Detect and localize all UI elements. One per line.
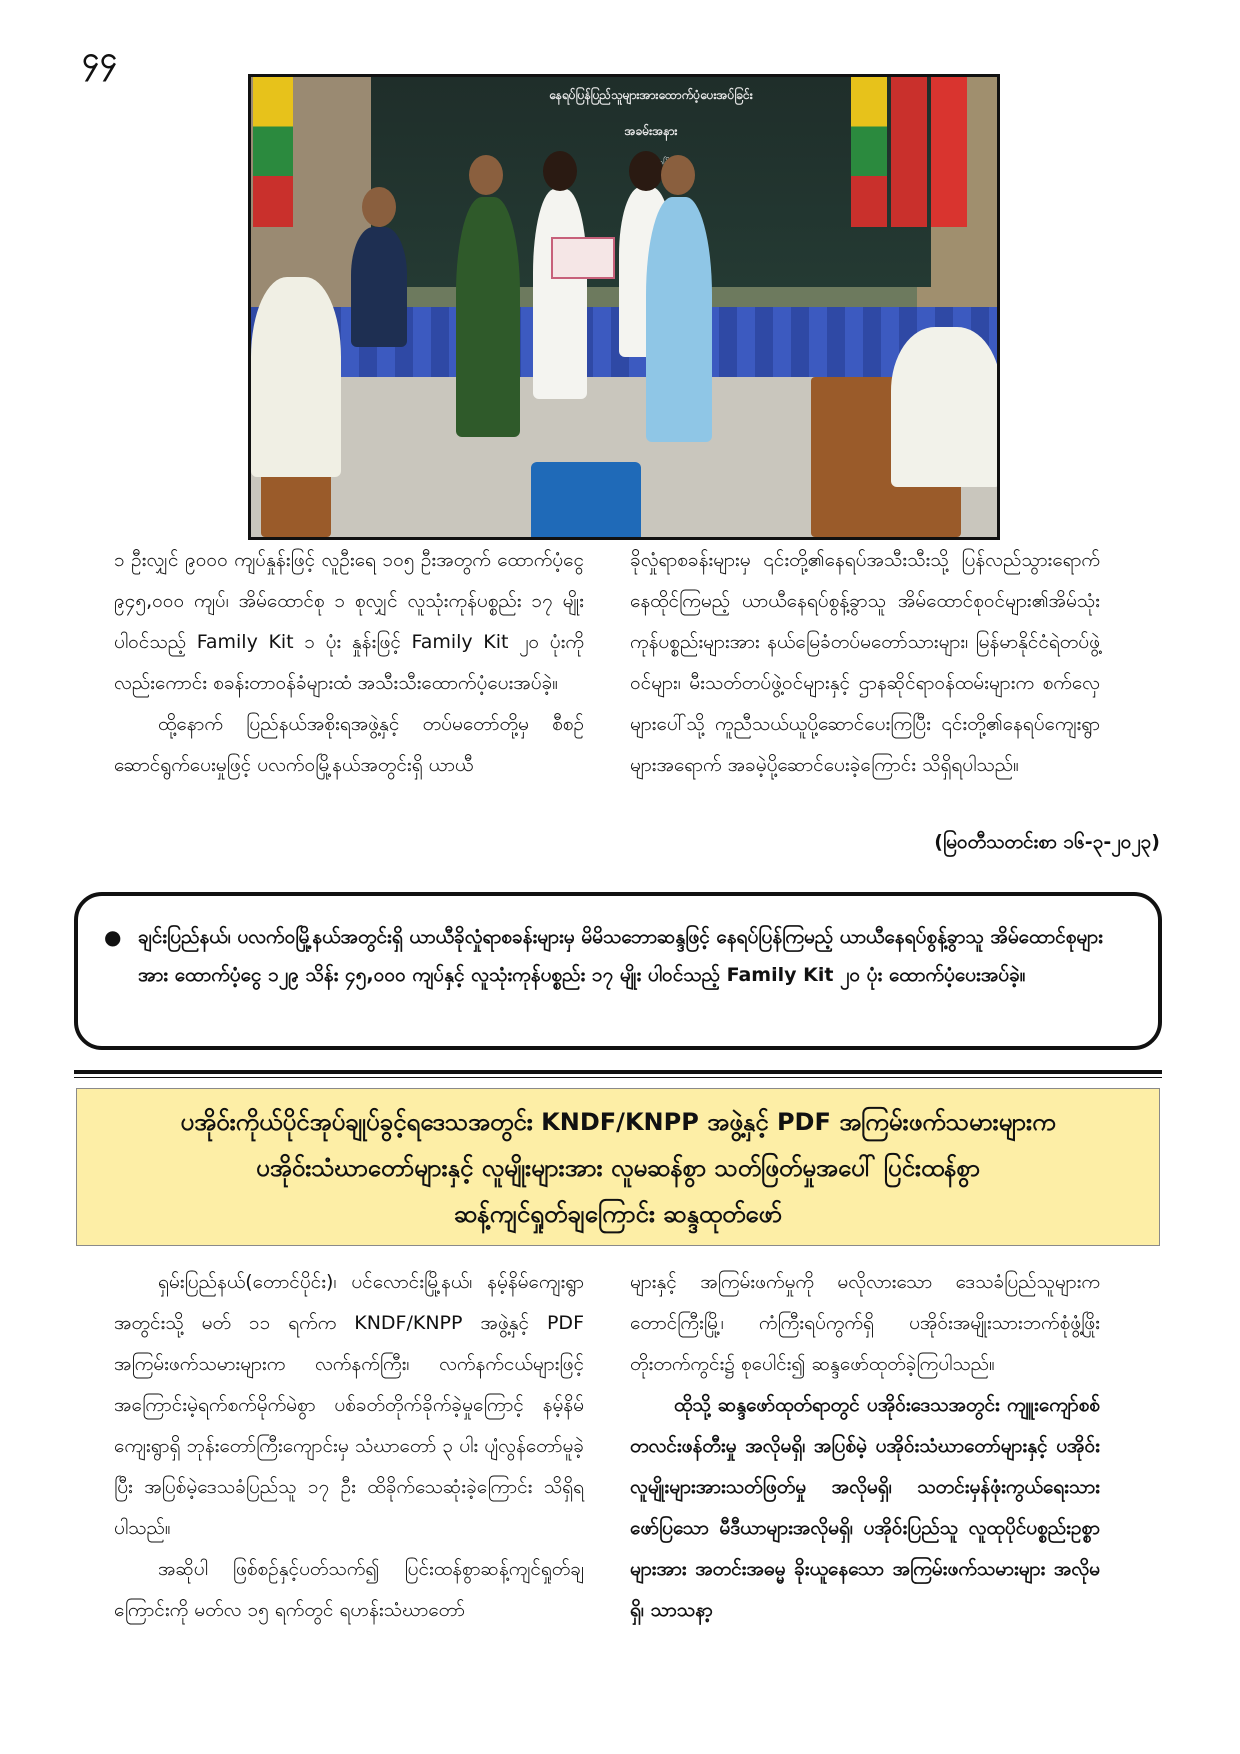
person-police-head (362, 187, 396, 227)
person-seated-right (891, 327, 1000, 487)
article1-col-left (114, 540, 584, 786)
divider-thin (74, 1077, 1162, 1078)
article1-paragraph: ထို့နောက် ပြည်နယ်အစိုးရအဖွဲ့နှင့် တပ်မတော်တို့မှ စီစဉ်ဆောင်ရွက်ပေးမှုဖြင့် ပလက်ဝမြို့နယ်အတွင်းရှိ ယာယီ (114, 713, 584, 776)
headline-line-1: ပအိုဝ်းကိုယ်ပိုင်အုပ်ချုပ်ခွင့်ရဒေသအတွင်း KNDF/KNPP အဖွဲ့နှင့် PDF အကြမ်းဖက်သမားများက (180, 1108, 1056, 1136)
flag-left (253, 77, 293, 227)
article2-col-right (630, 1262, 1100, 1631)
article1-col-right (630, 540, 1100, 786)
summary-text: ချင်းပြည်နယ်၊ ပလက်ဝမြို့နယ်အတွင်းရှိ ယာယီခိုလှုံရာစခန်းများမှ မိမိသဘောဆန္ဒဖြင့် နေရပ်ပြန်ကြမည့် ယာယီနေရပ်စွန့်ခွာသူ အိမ်ထောင်စုများအား ထောက်ပံ့ငွေ ၁၂၉ သိန်း ၄၅,၀၀၀ ကျပ်နှင့် လူသုံးကုန်ပစ္စည်း ၁၇ မျိုး ပါဝင်သည့် Family Kit ၂၀ ပုံး ထောက်ပံ့ပေးအပ်ခဲ့။ (138, 926, 1103, 986)
bullet-icon: ● (104, 925, 122, 949)
person-woman-1 (533, 189, 587, 399)
person-woman-1-head (543, 151, 577, 191)
supply-box (531, 462, 641, 540)
person-seated-left (251, 277, 341, 477)
headline-line-3: ဆန့်ကျင်ရှုတ်ချကြောင်း ဆန္ဒထုတ်ဖော် (453, 1200, 783, 1228)
article2-paragraph: များနှင့် အကြမ်းဖက်မှုကို မလိုလားသော ဒေသခံပြည်သူများက တောင်ကြီးမြို့၊ ကံကြီးရပ်ကွက်ရှိ ပအိုဝ်းအမျိုးသားဘက်စုံဖွံ့ဖြိုးတိုးတက်ကွင်း၌ စုပေါင်း၍ ဆန္ဒဖော်ထုတ်ခဲ့ကြပါသည်။ (630, 1271, 1100, 1375)
page-number: ၄၄ (82, 41, 118, 76)
flag-right-3 (931, 77, 967, 227)
article2-headline (76, 1088, 1160, 1246)
article2-paragraph: ရှမ်းပြည်နယ်(တောင်ပိုင်း)၊ ပင်လောင်းမြို့နယ်၊ နမ့်နိမ်ကျေးရွာအတွင်းသို့ မတ် ၁၁ ရက်က KNDF/KNPP အဖွဲ့နှင့် PDF အကြမ်းဖက်သမားများက လက်နက်ကြီး၊ လက်နက်ငယ်များဖြင့် အကြောင်းမဲ့ရက်စက်မိုက်မဲစွာ ပစ်ခတ်တိုက်ခိုက်ခဲ့မှုကြောင့် နမ့်နိမ်ကျေးရွာရှိ ဘုန်းတော်ကြီးကျောင်းမှ သံဃာတော် ၃ ပါး ပျံလွန်တော်မူခဲ့ပြီး အပြစ်မဲ့ဒေသခံပြည်သူ ၁၇ ဦး ထိခိုက်သေဆုံးခဲ့ကြောင်း သိရှိရပါသည်။ (114, 1271, 584, 1539)
divider-thick (74, 1070, 1162, 1074)
news-photo (248, 74, 1000, 540)
person-woman-2-head (629, 151, 663, 191)
gift-envelope (551, 237, 615, 279)
flag-right-1 (851, 77, 887, 227)
flag-right-2 (891, 77, 927, 227)
headline-line-2: ပအိုဝ်းသံဃာတော်များနှင့် လူမျိုးများအား လူမဆန်စွာ သတ်ဖြတ်မှုအပေါ် ပြင်းထန်စွာ (256, 1154, 980, 1182)
person-recipient (646, 197, 712, 442)
summary-box (74, 892, 1162, 1050)
article2-paragraph-bold: ထိုသို့ ဆန္ဒဖော်ထုတ်ရာတွင် ပအိုဝ်းဒေသအတွင်း ကျူးကျော်စစ်တလင်းဖန်တီးမှု အလိုမရှိ၊ အပြစ်မဲ့ ပအိုဝ်းသံဃာတော်များနှင့် ပအိုဝ်းလူမျိုးများအားသတ်ဖြတ်မှု အလိုမရှိ၊ သတင်းမှန်ဖုံးကွယ်ရေးသားဖော်ပြသော မီဒီယာများအလိုမရှိ၊ ပအိုဝ်းပြည်သူ လူထုပိုင်ပစ္စည်းဥစ္စာများအား အတင်းအဓမ္မ ခိုးယူနေသော အကြမ်းဖက်သမားများ အလိုမရှိ၊ သာသနာ့ (630, 1394, 1100, 1621)
banner-line-1: နေရပ်ပြန်ပြည်သူများအားထောက်ပံ့ပေးအပ်ခြင်း (549, 88, 753, 102)
person-recipient-head (661, 155, 695, 195)
article1-paragraph: ခိုလှုံရာစခန်းများမှ ၎င်းတို့၏နေရပ်အသီးသီးသို့ ပြန်လည်သွားရောက်နေထိုင်ကြမည့် ယာယီနေရပ်စွန့်ခွာသူ အိမ်ထောင်စုဝင်များ၏အိမ်သုံးကုန်ပစ္စည်းများအား နယ်မြေခံတပ်မတော်သားများ၊ မြန်မာနိုင်ငံရဲတပ်ဖွဲ့ဝင်များ၊ မီးသတ်တပ်ဖွဲ့ဝင်များနှင့် ဌာနဆိုင်ရာဝန်ထမ်းများက စက်လှေများပေါ်သို့ ကူညီသယ်ယူပို့ဆောင်ပေးကြပြီး ၎င်းတို့၏နေရပ်ကျေးရွာများအရောက် အခမဲ့ပို့ဆောင်ပေးခဲ့ကြောင်း သိရှိရပါသည်။ (630, 549, 1100, 776)
person-police (351, 227, 407, 347)
article1-source: (မြဝတီသတင်းစာ ၁၆-၃-၂၀၂၃) (934, 831, 1160, 853)
person-officer-head (469, 155, 503, 195)
article2-paragraph: အဆိုပါ ဖြစ်စဉ်နှင့်ပတ်သက်၍ ပြင်းထန်စွာဆန့်ကျင်ရှုတ်ချကြောင်းကို မတ်လ ၁၅ ရက်တွင် ရဟန်းသံဃာတော် (114, 1558, 584, 1621)
banner-line-2: အခမ်းအနား (624, 124, 678, 138)
article2-col-left (114, 1262, 584, 1631)
person-officer (456, 197, 520, 437)
article1-paragraph: ၁ ဦးလျှင် ၉၀၀၀ ကျပ်နှုန်းဖြင့် လူဦးရေ ၁၀၅ ဦးအတွက် ထောက်ပံ့ငွေ ၉၄၅,၀၀၀ ကျပ်၊ အိမ်ထောင်စု ၁ စုလျှင် လူသုံးကုန်ပစ္စည်း ၁၇ မျိုးပါဝင်သည့် Family Kit ၁ ပုံး နှုန်းဖြင့် Family Kit ၂၀ ပုံးကိုလည်းကောင်း စခန်းတာဝန်ခံများထံ အသီးသီးထောက်ပံ့ပေးအပ်ခဲ့။ (114, 549, 584, 694)
